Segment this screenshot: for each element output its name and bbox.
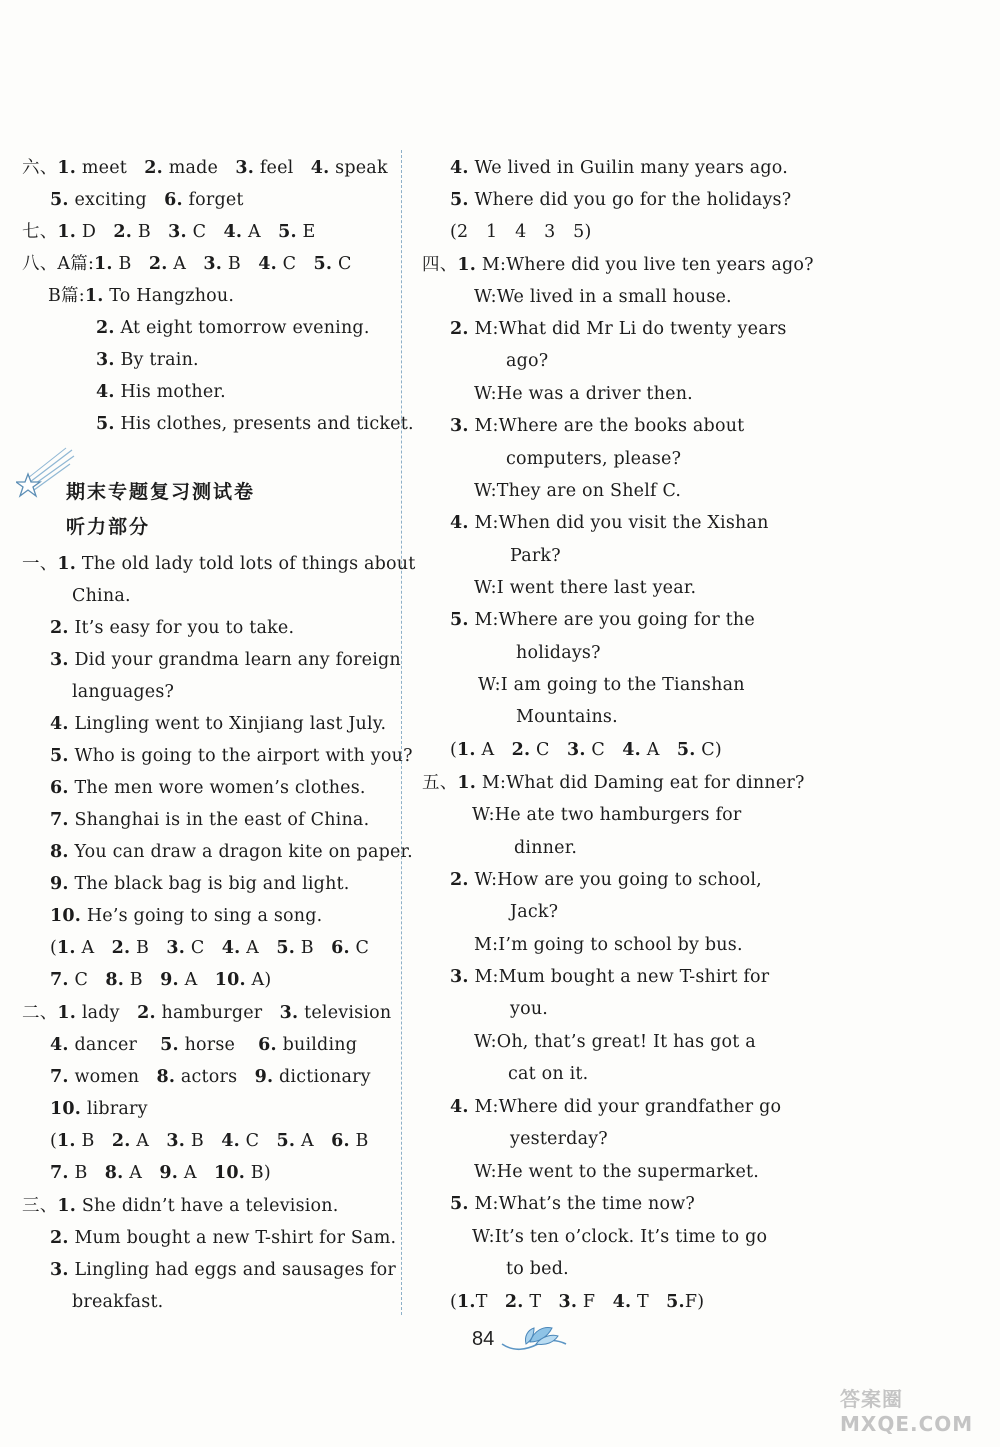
answer-row: B篇:1. To Hangzhou. bbox=[48, 286, 235, 306]
dialog-line: 2. W:How are you going to school, bbox=[450, 870, 762, 890]
dialog-line: to bed. bbox=[506, 1259, 569, 1279]
dialog-line: W:Oh, that’s great! It has got a bbox=[474, 1032, 756, 1052]
answer-key: (2 1 4 3 5) bbox=[450, 222, 592, 242]
dialog-line: 四、1. M:Where did you live ten years ago? bbox=[422, 255, 814, 275]
column-divider bbox=[401, 150, 402, 1315]
dialog-line: 3. M:Where are the books about bbox=[450, 416, 745, 436]
dialog-line: dinner. bbox=[514, 838, 578, 858]
dialog-line: Park? bbox=[510, 546, 561, 566]
dialog-line: holidays? bbox=[516, 643, 601, 663]
answer-key: (1. B 2. A 3. B 4. C 5. A 6. B bbox=[50, 1131, 369, 1151]
answer-row: 4. We lived in Guilin many years ago. bbox=[450, 158, 788, 178]
page-number: 84 bbox=[472, 1328, 495, 1350]
answer-row: breakfast. bbox=[72, 1292, 164, 1312]
answer-row: 一、1. The old lady told lots of things about bbox=[22, 554, 416, 574]
dialog-line: yesterday? bbox=[510, 1129, 608, 1149]
subsection-heading: 听力部分 bbox=[66, 516, 151, 538]
dialog-line: 4. M:Where did your grandfather go bbox=[450, 1097, 782, 1117]
dialog-line: W:We lived in a small house. bbox=[474, 287, 732, 307]
answer-row: 7. women 8. actors 9. dictionary bbox=[50, 1067, 371, 1087]
leaf-ornament-icon bbox=[500, 1322, 570, 1356]
answer-row: 8. You can draw a dragon kite on paper. bbox=[50, 842, 413, 862]
answer-row: languages? bbox=[72, 682, 175, 702]
answer-row: 六、1. meet 2. made 3. feel 4. speak bbox=[22, 158, 388, 178]
answer-row: 5. exciting 6. forget bbox=[50, 190, 244, 210]
answer-row: 4. dancer 5. horse 6. building bbox=[50, 1035, 358, 1055]
answer-key: 7. C 8. B 9. A 10. A) bbox=[50, 970, 272, 990]
answer-row: 2. Mum bought a new T-shirt for Sam. bbox=[50, 1228, 397, 1248]
answer-row: 6. The men wore women’s clothes. bbox=[50, 778, 366, 798]
watermark: 答案圈 MXQE.COM bbox=[840, 1387, 974, 1436]
answer-row: 5. Where did you go for the holidays? bbox=[450, 190, 792, 210]
answer-row: 4. Lingling went to Xinjiang last July. bbox=[50, 714, 387, 734]
dialog-line: computers, please? bbox=[506, 449, 682, 469]
answer-key: (1. A 2. C 3. C 4. A 5. C) bbox=[450, 740, 722, 760]
dialog-line: 3. M:Mum bought a new T-shirt for bbox=[450, 967, 770, 987]
answer-row: 9. The black bag is big and light. bbox=[50, 874, 350, 894]
dialog-line: 2. M:What did Mr Li do twenty years bbox=[450, 319, 787, 339]
answer-row: 八、A篇:1. B 2. A 3. B 4. C 5. C bbox=[22, 254, 352, 274]
dialog-line: W:He was a driver then. bbox=[474, 384, 693, 404]
dialog-line: W:I am going to the Tianshan bbox=[478, 675, 745, 695]
answer-key: (1.T 2. T 3. F 4. T 5.F) bbox=[450, 1292, 705, 1312]
dialog-line: Mountains. bbox=[516, 707, 618, 727]
answer-key: (1. A 2. B 3. C 4. A 5. B 6. C bbox=[50, 938, 370, 958]
answer-row: 3. Did your grandma learn any foreign bbox=[50, 650, 401, 670]
dialog-line: W:He ate two hamburgers for bbox=[472, 805, 742, 825]
dialog-line: W:I went there last year. bbox=[474, 578, 697, 598]
answer-row: 10. library bbox=[50, 1099, 148, 1119]
answer-row: 7. Shanghai is in the east of China. bbox=[50, 810, 370, 830]
answer-key: 7. B 8. A 9. A 10. B) bbox=[50, 1163, 271, 1183]
section-heading: 期末专题复习测试卷 bbox=[66, 481, 256, 503]
answer-row: 5. His clothes, presents and ticket. bbox=[96, 414, 414, 434]
dialog-line: 4. M:When did you visit the Xishan bbox=[450, 513, 769, 533]
dialog-line: you. bbox=[510, 999, 549, 1019]
answer-row: 5. Who is going to the airport with you? bbox=[50, 746, 413, 766]
answer-row: 二、1. lady 2. hamburger 3. television bbox=[22, 1003, 392, 1023]
dialog-line: M:I’m going to school by bus. bbox=[474, 935, 743, 955]
answer-row: China. bbox=[72, 586, 131, 606]
answer-row: 七、1. D 2. B 3. C 4. A 5. E bbox=[22, 222, 316, 242]
dialog-line: 5. M:What’s the time now? bbox=[450, 1194, 696, 1214]
dialog-line: 5. M:Where are you going for the bbox=[450, 610, 755, 630]
answer-row: 2. At eight tomorrow evening. bbox=[96, 318, 370, 338]
dialog-line: Jack? bbox=[510, 902, 559, 922]
answer-row: 10. He’s going to sing a song. bbox=[50, 906, 323, 926]
dialog-line: W:It’s ten o’clock. It’s time to go bbox=[472, 1227, 768, 1247]
dialog-line: cat on it. bbox=[508, 1064, 589, 1084]
answer-row: 3. By train. bbox=[96, 350, 199, 370]
answer-row: 2. It’s easy for you to take. bbox=[50, 618, 295, 638]
answer-row: 三、1. She didn’t have a television. bbox=[22, 1196, 339, 1216]
answer-row: 4. His mother. bbox=[96, 382, 226, 402]
dialog-line: W:They are on Shelf C. bbox=[474, 481, 682, 501]
dialog-line: W:He went to the supermarket. bbox=[474, 1162, 760, 1182]
dialog-line: ago? bbox=[506, 351, 549, 371]
dialog-line: 五、1. M:What did Daming eat for dinner? bbox=[422, 773, 805, 793]
answer-row: 3. Lingling had eggs and sausages for bbox=[50, 1260, 396, 1280]
